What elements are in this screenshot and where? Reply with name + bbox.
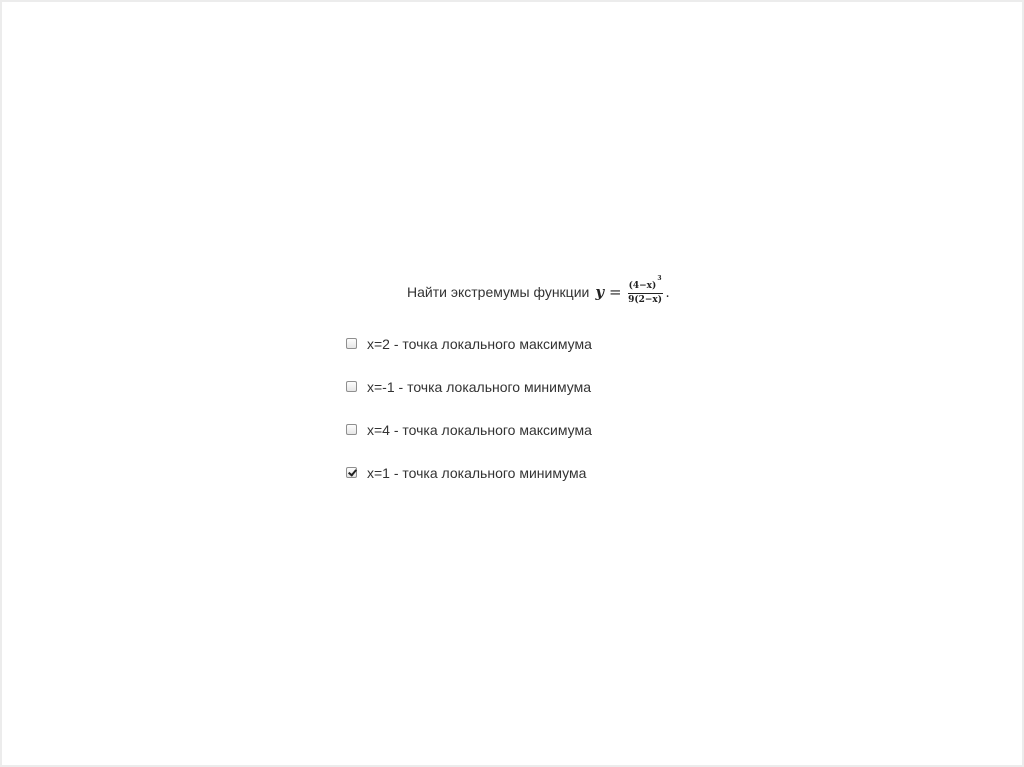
formula-equals: =	[609, 283, 622, 301]
answer-option[interactable]	[346, 322, 592, 365]
option-checkbox[interactable]	[346, 338, 357, 349]
formula-denominator: 9(2−x)	[628, 294, 663, 305]
question	[407, 272, 670, 312]
option-label[interactable]: x=2 - точка локального максимума	[367, 335, 592, 352]
formula-exponent: 3	[657, 274, 662, 282]
formula-numerator	[628, 274, 663, 294]
answer-option[interactable]	[346, 408, 592, 451]
numerator-text: (4−x)	[628, 280, 657, 291]
option-checkbox[interactable]	[346, 467, 357, 478]
option-checkbox[interactable]	[346, 381, 357, 392]
answer-option[interactable]	[346, 451, 592, 494]
option-checkbox[interactable]	[346, 424, 357, 435]
answer-options	[346, 322, 592, 494]
answer-option[interactable]	[346, 365, 592, 408]
option-label[interactable]: x=4 - точка локального максимума	[367, 421, 592, 438]
function-formula	[595, 274, 670, 305]
formula-period: .	[665, 285, 670, 301]
question-text: Найти экстремумы функции	[407, 284, 590, 300]
formula-fraction	[628, 274, 663, 305]
option-label[interactable]: x=1 - точка локального минимума	[367, 464, 587, 481]
option-label[interactable]: x=-1 - точка локального минимума	[367, 378, 592, 395]
formula-lhs: y	[595, 283, 605, 301]
